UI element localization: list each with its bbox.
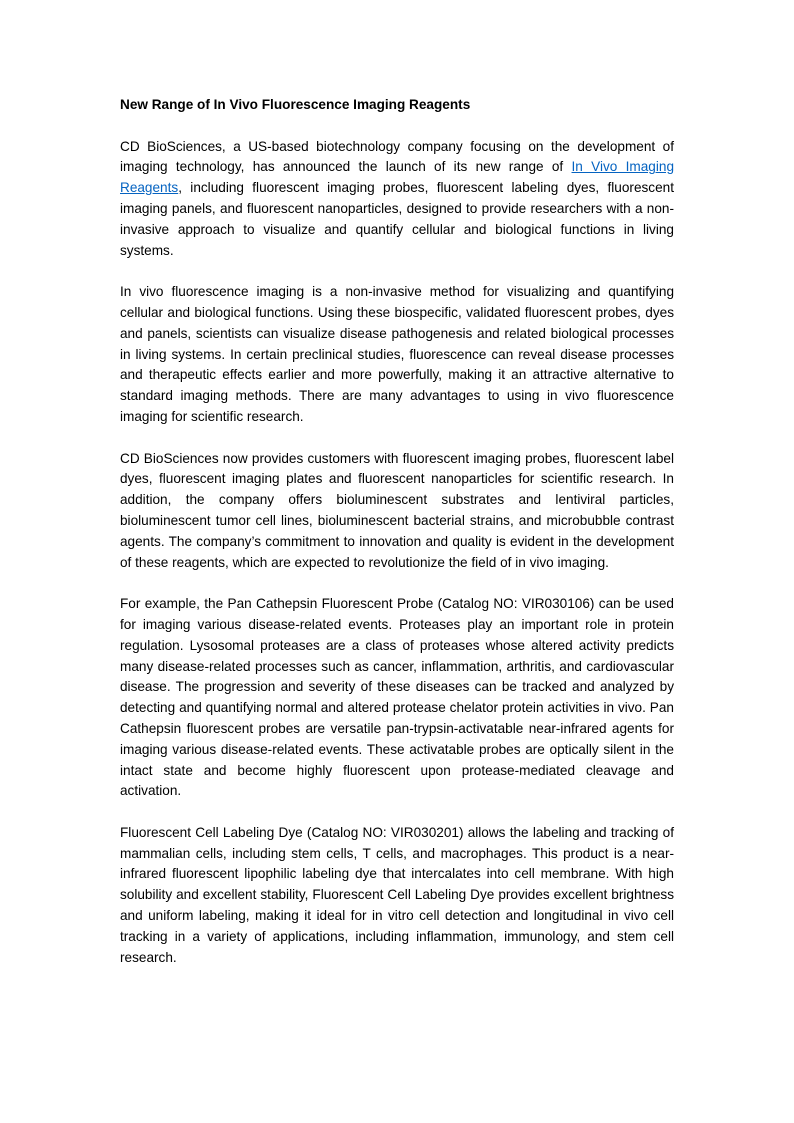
paragraph-intro-text-before: CD BioSciences, a US-based biotechnology company focusing on the development of imaging technology, has announced the launch of its new range of — [120, 138, 674, 175]
document-title: New Range of In Vivo Fluorescence Imaging Reagents — [120, 97, 471, 112]
paragraph-intro — [120, 137, 674, 262]
paragraph-cell-labeling-dye: Fluorescent Cell Labeling Dye (Catalog NO: VIR030201) allows the labeling and tracking of mammalian cells, including stem cells, T cells, and macrophages. This product is a near-infrared fluorescent lipophilic labeling dye that intercalates into cell membrane. With high solubility and excellent stability, Fluorescent Cell Labeling Dye provides excellent brightness and uniform labeling, making it ideal for in vitro cell detection and longitudinal in vivo cell tracking in a variety of applications, including inflammation, immunology, and stem cell research. — [120, 824, 674, 965]
document-page — [120, 95, 674, 989]
paragraph-products: CD BioSciences now provides customers with fluorescent imaging probes, fluorescent label dyes, fluorescent imaging plates and fluorescent nanoparticles for scientific research. In addition, the company offers bioluminescent substrates and lentiviral particles, bioluminescent tumor cell lines, bioluminescent bacterial strains, and microbubble contrast agents. The company’s commitment to innovation and quality is evident in the development of these reagents, which are expected to revolutionize the field of in vivo imaging. — [120, 450, 674, 570]
paragraph-cathepsin-probe: For example, the Pan Cathepsin Fluorescent Probe (Catalog NO: VIR030106) can be used for imaging various disease-related events. Proteases play an important role in protein regulation. Lysosomal proteases are a class of proteases whose altered activity predicts many disease-related processes such as cancer, inflammation, arthritis, and cardiovascular disease. The progression and severity of these diseases can be tracked and analyzed by detecting and quantifying normal and altered protease chelator protein activities in vivo. Pan Cathepsin fluorescent probes are versatile pan-trypsin-activatable near-infrared agents for imaging various disease-related events. These activatable probes are optically silent in the intact state and become highly fluorescent upon protease-mediated cleavage and activation. — [120, 596, 674, 799]
in-vivo-imaging-reagents-link[interactable]: In Vivo Imaging Reagents — [120, 159, 675, 196]
paragraph-intro-text-after: , including fluorescent imaging probes, fluorescent labeling dyes, fluorescent imaging panels, and fluorescent nanoparticles, designed to provide researchers with a non-invasive approach to visualize and quantify cellular and biological functions in living systems. — [120, 180, 674, 258]
paragraph-method: In vivo fluorescence imaging is a non-invasive method for visualizing and quantifying cellular and biological functions. Using these biospecific, validated fluorescent probes, dyes and panels, scientists can visualize disease pathogenesis and related biological processes in living systems. In certain preclinical studies, fluorescence can reveal disease processes and therapeutic effects earlier and more powerfully, making it an attractive alternative to standard imaging methods. There are many advantages to using in vivo fluorescence imaging for scientific research. — [120, 284, 674, 424]
